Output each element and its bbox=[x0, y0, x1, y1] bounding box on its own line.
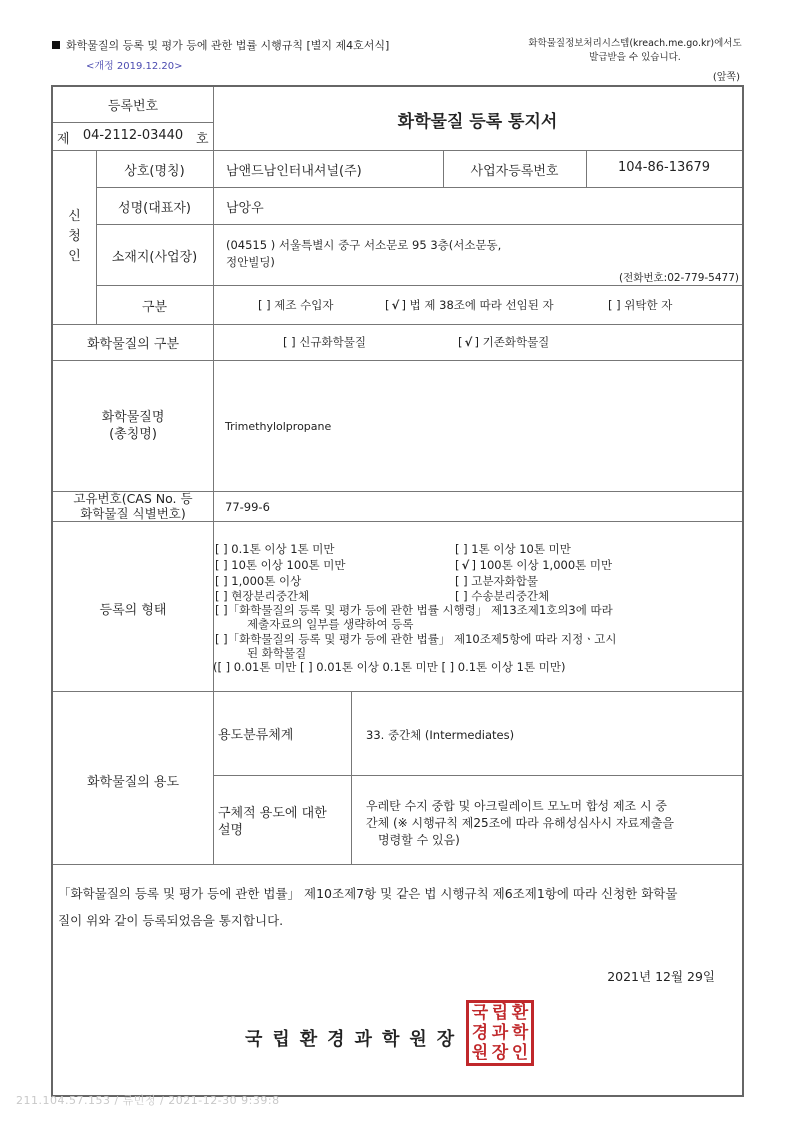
business-number-value: 104-86-13679 bbox=[617, 160, 711, 175]
square-bullet-icon bbox=[52, 41, 60, 49]
form-law-reference: 화학물질의 등록 및 평가 등에 관한 법률 시행규칙 [별지 제4호서식] bbox=[52, 37, 389, 53]
company-name-label: 상호(명칭) bbox=[124, 164, 185, 179]
applicant-label: 신 청 인 bbox=[68, 209, 81, 264]
check-mark-icon: √ bbox=[461, 558, 470, 572]
business-number-label: 사업자등록번호 bbox=[470, 164, 559, 179]
registration-number-value: 04-2112-03440 bbox=[82, 128, 184, 143]
chemical-type-new: [ ] 신규화학물질 bbox=[283, 335, 366, 349]
page-side-label: (앞쪽) bbox=[712, 72, 740, 83]
option-data-omission-cont: 제출자료의 일부를 생략하여 등록 bbox=[247, 617, 414, 631]
registration-notice-form bbox=[51, 85, 744, 1097]
revision-date: <개정 2019.12.20> bbox=[86, 61, 183, 72]
option-10-to-100-ton: [ ] 10톤 이상 100톤 미만 bbox=[215, 558, 346, 572]
option-small-quantity: ([ ] 0.01톤 미만 [ ] 0.01톤 이상 0.1톤 미만 [ ] 0.1톤 이상 1톤 미만) bbox=[213, 660, 566, 674]
cas-number-value: 77-99-6 bbox=[225, 500, 270, 514]
option-onsite-intermediate: [ ] 현장분리중간체 bbox=[215, 589, 310, 603]
chemical-name-value: Trimethylolpropane bbox=[225, 420, 332, 433]
issuer-name: 국립환경과학원장 bbox=[245, 1029, 465, 1050]
use-description-line-1: 우레탄 수지 중합 및 아크릴레이트 모노머 합성 제조 시 중 bbox=[366, 799, 667, 813]
issue-date: 2021년 12월 29일 bbox=[607, 969, 715, 984]
notice-statement: 「화학물질의 등록 및 평가 등에 관한 법률」 제10조제7항 및 같은 법 시행규칙 제6조제1항에 따라 신청한 화학물 질이 위와 같이 등록되었음을 통지합니다. bbox=[58, 886, 678, 928]
address-label: 소재지(사업장) bbox=[111, 250, 198, 265]
use-description-line-3: 명령할 수 있음) bbox=[378, 833, 460, 847]
registration-number-label: 등록번호 bbox=[107, 99, 159, 114]
registration-number-suffix: 호 bbox=[196, 132, 209, 147]
chemical-type-label: 화학물질의 구분 bbox=[86, 337, 180, 352]
check-mark-icon: √ bbox=[391, 298, 400, 312]
category-option-manufacturer: [ ] 제조 수입자 bbox=[258, 298, 334, 312]
representative-value: 남앙우 bbox=[226, 201, 264, 216]
option-polymer: [ ] 고분자화합물 bbox=[455, 574, 538, 588]
issue-source-note: 화학물질정보처리시스템(kreach.me.go.kr)에서도 발급받을 수 있습니다. bbox=[528, 38, 742, 63]
chemical-use-label: 화학물질의 용도 bbox=[86, 775, 180, 790]
cas-number-label: 고유번호(CAS No. 등 화학물질 식별번호) bbox=[73, 491, 193, 521]
representative-label: 성명(대표자) bbox=[118, 201, 191, 216]
print-watermark: 211.104.57.153 / 류민정 / 2021-12-30 9:39:8 bbox=[16, 1094, 280, 1107]
official-seal-icon: 국 립 환 경 과 학 원 장 인 bbox=[466, 1000, 534, 1066]
use-description-line-2: 간체 (※ 시행규칙 제25조에 따라 유해성심사시 자료제출을 bbox=[366, 816, 674, 830]
registration-form-label: 등록의 형태 bbox=[99, 603, 167, 618]
category-label: 구분 bbox=[141, 300, 168, 315]
check-mark-icon: √ bbox=[464, 335, 473, 349]
option-100-to-1000-ton: [ √ ] 100톤 이상 1,000톤 미만 bbox=[455, 558, 613, 572]
option-0-1-to-1-ton: [ ] 0.1톤 이상 1톤 미만 bbox=[215, 542, 335, 556]
category-option-consignor: [ ] 위탁한 자 bbox=[608, 298, 673, 312]
document-title: 화학물질 등록 통지서 bbox=[397, 112, 558, 132]
option-over-1000-ton: [ ] 1,000톤 이상 bbox=[215, 574, 302, 588]
use-classification-value: 33. 중간체 (Intermediates) bbox=[366, 728, 515, 742]
registration-number-prefix: 제 bbox=[57, 132, 70, 147]
option-data-omission: [ ]「화학물질의 등록 및 평가 등에 관한 법률 시행령」 제13조제1호의3에 따라 bbox=[215, 603, 613, 617]
option-1-to-10-ton: [ ] 1톤 이상 10톤 미만 bbox=[455, 542, 571, 556]
address-line-1: (04515 ) 서울특별시 중구 서소문로 95 3층(서소문동, bbox=[226, 238, 502, 252]
address-line-2: 정안빌딩) bbox=[226, 255, 275, 269]
use-classification-label: 용도분류체계 bbox=[218, 728, 294, 743]
chemical-type-existing: [ √ ] 기존화학물질 bbox=[458, 335, 550, 349]
option-designated-chemical-cont: 된 화학물질 bbox=[247, 646, 307, 660]
company-name-value: 남앤드남인터내셔널(주) bbox=[226, 164, 362, 179]
option-transported-intermediate: [ ] 수송분리중간체 bbox=[455, 589, 550, 603]
chemical-name-label: 화학물질명 (총칭명) bbox=[101, 410, 165, 442]
category-option-appointed: [ √ ] 법 제 38조에 따라 선임된 자 bbox=[385, 298, 554, 312]
use-description-label: 구체적 용도에 대한 설명 bbox=[218, 806, 327, 838]
option-designated-chemical: [ ]「화학물질의 등록 및 평가 등에 관한 법률」 제10조제5항에 따라 지정ㆍ고시 bbox=[215, 632, 617, 646]
phone-number: (전화번호:02-779-5477) bbox=[618, 272, 739, 284]
